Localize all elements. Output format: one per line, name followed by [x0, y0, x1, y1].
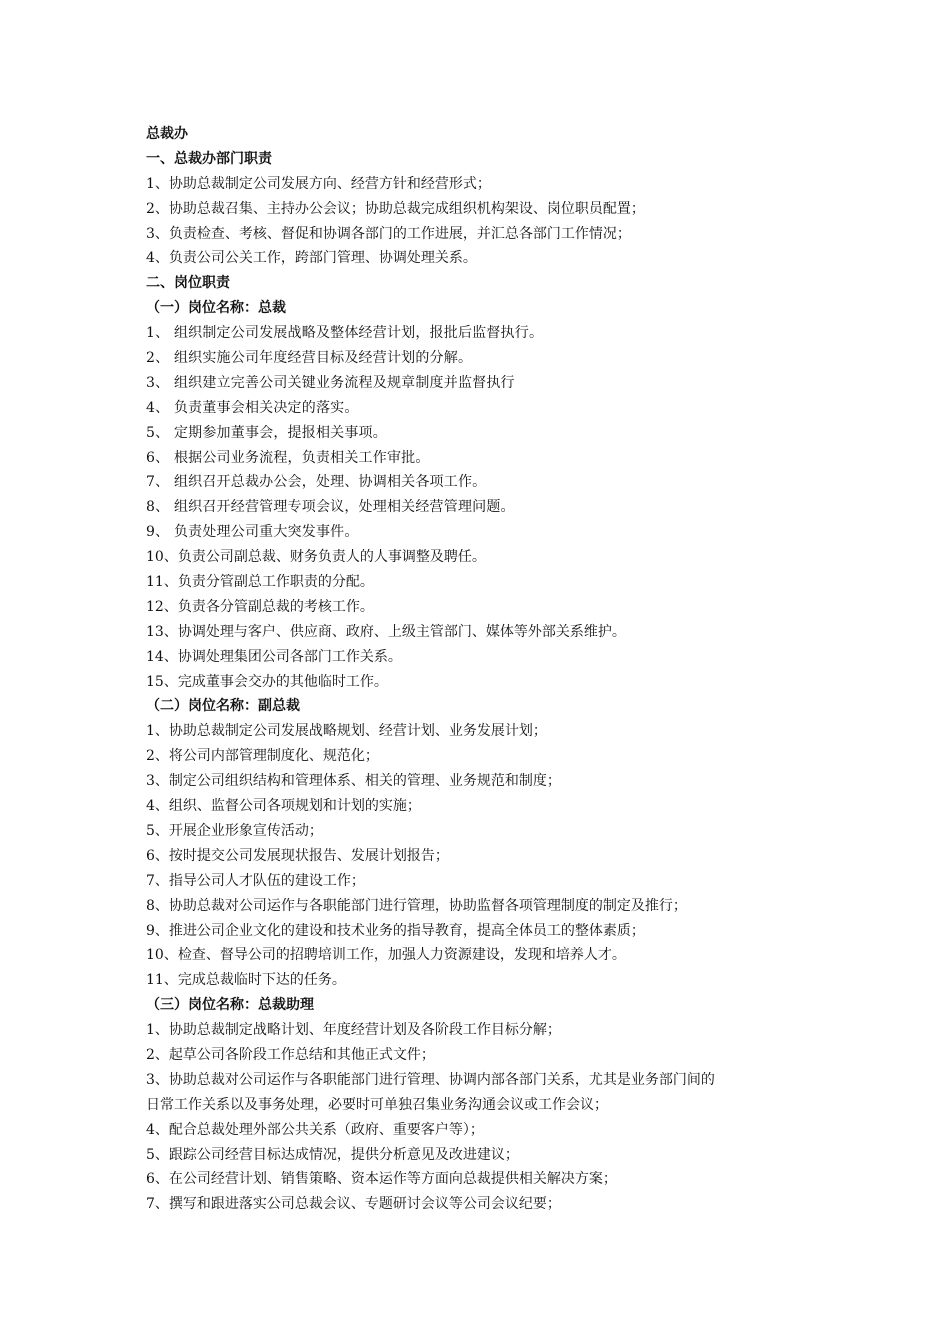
section-heading-position-duties: 二、岗位职责 — [146, 275, 230, 292]
list-item: 3、 组织建立完善公司关键业务流程及规章制度并监督执行 — [146, 374, 515, 391]
list-item: 8、 组织召开经营管理专项会议，处理相关经营管理问题。 — [146, 499, 515, 516]
list-item-continuation: 日常工作关系以及事务处理，必要时可单独召集业务沟通会议或工作会议； — [146, 1096, 608, 1113]
list-item: 6、按时提交公司发展现状报告、发展计划报告； — [146, 847, 449, 864]
position-heading-vice-president: （二）岗位名称：副总裁 — [146, 698, 300, 715]
list-item: 4、组织、监督公司各项规划和计划的实施； — [146, 798, 421, 815]
list-item: 5、开展企业形象宣传活动； — [146, 822, 323, 839]
list-item: 4、负责公司公关工作，跨部门管理、协调处理关系。 — [146, 250, 477, 267]
section-heading-dept-duties: 一、总裁办部门职责 — [146, 150, 272, 167]
list-item: 1、协助总裁制定公司发展方向、经营方针和经营形式； — [146, 175, 491, 192]
position-heading-president: （一）岗位名称：总裁 — [146, 300, 286, 317]
list-item: 5、跟踪公司经营目标达成情况，提供分析意见及改进建议； — [146, 1146, 519, 1163]
list-item: 9、推进公司企业文化的建设和技术业务的指导教育，提高全体员工的整体素质； — [146, 922, 645, 939]
list-item: 2、起草公司各阶段工作总结和其他正式文件； — [146, 1046, 435, 1063]
list-item: 4、 负责董事会相关决定的落实。 — [146, 399, 359, 416]
list-item: 11、负责分管副总工作职责的分配。 — [146, 574, 374, 591]
list-item: 3、制定公司组织结构和管理体系、相关的管理、业务规范和制度； — [146, 773, 561, 790]
list-item: 10、负责公司副总裁、财务负责人的人事调整及聘任。 — [146, 549, 486, 566]
list-item: 1、 组织制定公司发展战略及整体经营计划，报批后监督执行。 — [146, 325, 544, 342]
list-item: 2、将公司内部管理制度化、规范化； — [146, 748, 379, 765]
list-item: 8、协助总裁对公司运作与各职能部门进行管理，协助监督各项管理制度的制定及推行； — [146, 897, 687, 914]
list-item: 1、协助总裁制定战略计划、年度经营计划及各阶段工作目标分解； — [146, 1022, 561, 1039]
list-item: 7、撰写和跟进落实公司总裁会议、专题研讨会议等公司会议纪要； — [146, 1196, 561, 1213]
list-item: 5、 定期参加董事会，提报相关事项。 — [146, 424, 387, 441]
list-item: 6、 根据公司业务流程，负责相关工作审批。 — [146, 449, 430, 466]
list-item: 7、指导公司人才队伍的建设工作； — [146, 872, 365, 889]
list-item: 1、协助总裁制定公司发展战略规划、经营计划、业务发展计划； — [146, 723, 547, 740]
list-item: 6、在公司经营计划、销售策略、资本运作等方面向总裁提供相关解决方案； — [146, 1171, 617, 1188]
list-item: 15、完成董事会交办的其他临时工作。 — [146, 673, 388, 690]
position-heading-president-assistant: （三）岗位名称：总裁助理 — [146, 997, 314, 1014]
list-item: 2、 组织实施公司年度经营目标及经营计划的分解。 — [146, 350, 473, 367]
list-item: 3、协助总裁对公司运作与各职能部门进行管理、协调内部各部门关系，尤其是业务部门间的 — [146, 1071, 715, 1088]
list-item: 12、负责各分管副总裁的考核工作。 — [146, 598, 374, 615]
list-item: 4、配合总裁处理外部公共关系（政府、重要客户等）； — [146, 1121, 484, 1138]
list-item: 9、 负责处理公司重大突发事件。 — [146, 524, 359, 541]
document-title: 总裁办 — [146, 126, 188, 142]
list-item: 10、检查、督导公司的招聘培训工作，加强人力资源建设，发现和培养人才。 — [146, 947, 626, 964]
list-item: 7、 组织召开总裁办公会，处理、协调相关各项工作。 — [146, 474, 487, 491]
list-item: 3、负责检查、考核、督促和协调各部门的工作进展，并汇总各部门工作情况； — [146, 225, 631, 242]
document-body — [146, 122, 806, 1217]
list-item: 13、协调处理与客户、供应商、政府、上级主管部门、媒体等外部关系维护。 — [146, 623, 626, 640]
list-item: 2、协助总裁召集、主持办公会议；协助总裁完成组织机构架设、岗位职员配置； — [146, 200, 645, 217]
list-item: 14、协调处理集团公司各部门工作关系。 — [146, 648, 402, 665]
list-item: 11、完成总裁临时下达的任务。 — [146, 972, 346, 989]
